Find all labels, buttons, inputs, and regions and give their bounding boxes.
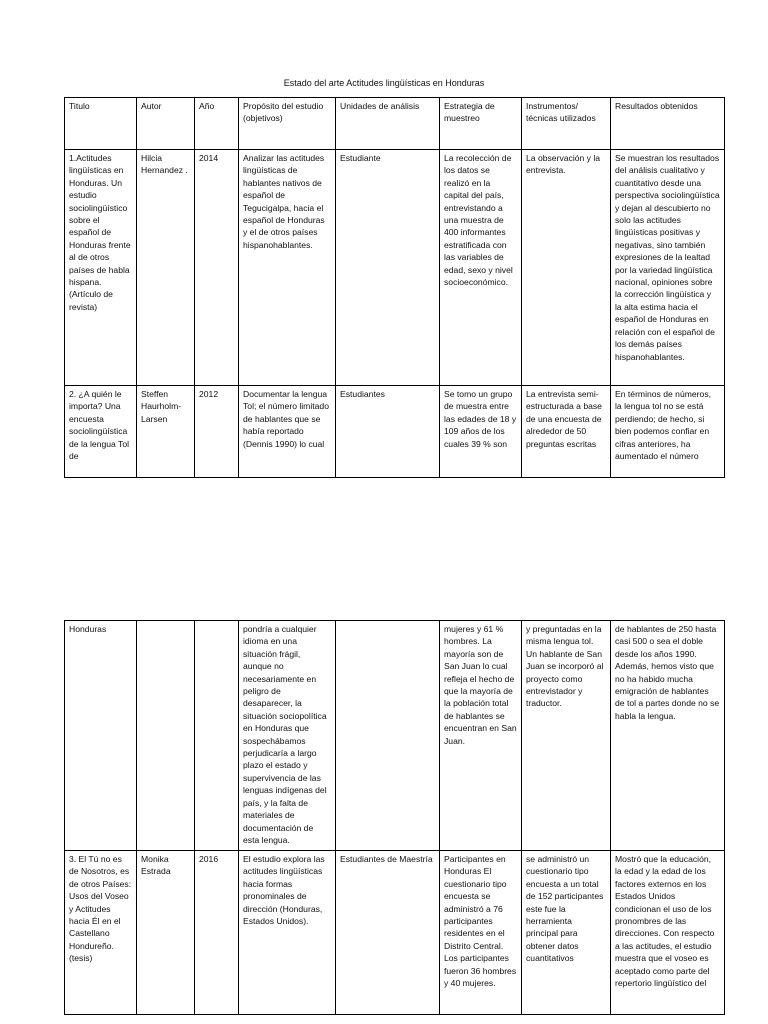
table-cell: 2014: [195, 150, 239, 386]
table-row: [65, 386, 725, 478]
header-cell: Titulo: [65, 98, 137, 150]
header-cell: Estrategia de muestreo: [440, 98, 522, 150]
table-cell: Honduras: [65, 621, 137, 851]
table-cell: [336, 621, 440, 851]
table-cell: Estudiante: [336, 150, 440, 386]
document-title: Estado del arte Actitudes lingüísticas en Honduras: [283, 78, 485, 88]
table-cell: Analizar las actitudes lingüísticas de hablantes nativos de español de Tegucigalpa, hacia el español de Honduras y el de otros países hispanohablantes.: [239, 150, 336, 386]
table-cell: La observación y la entrevista.: [522, 150, 611, 386]
table-cell: Hilcia Hernandez .: [137, 150, 195, 386]
table-cell: Se muestran los resultados del análisis cualitativo y cuantitativo desde una perspectiva sociolingüística y dejan al descubierto no solo las actitudes lingüísticas positivas y negativas, sino también expresiones de la lealtad por la variedad lingüística nacional, opiniones sobre la corrección lingüística y la alta estima hacia el español de Honduras en relación con el español de los demás países hispanohablantes.: [611, 150, 725, 386]
table-cell: pondría a cualquier idioma en una situación frágil, aunque no necesariamente en peligro de desaparecer, la situación sociopolítica en Honduras que sospechábamos perjudicaría a largo plazo el estado y supervivencia de las lenguas indígenas del país, y la falta de materiales de documentación de esta lengua.: [239, 621, 336, 851]
table-cell: Estudiantes de Maestría: [336, 851, 440, 1015]
table-cell: se administró un cuestionario tipo encuesta a un total de 152 participantes este fue la herramienta principal para obtener datos cuantitativos: [522, 851, 611, 1015]
table-cell: En términos de números, la lengua tol no se está perdiendo; de hecho, si bien podemos confiar en cifras anteriores, ha aumentado el número: [611, 386, 725, 478]
table-cell: de hablantes de 250 hasta casi 500 o sea el doble desde los años 1990. Además, hemos visto que no ha habido mucha emigración de hablantes de tol a partes donde no se habla la lengua.: [611, 621, 725, 851]
table-cell: Participantes en Honduras El cuestionario tipo encuesta se administró a 76 participantes residentes en el Distrito Central. Los participantes fueron 36 hombres y 40 mujeres.: [440, 851, 522, 1015]
header-cell: Autor: [137, 98, 195, 150]
table-cell: 2012: [195, 386, 239, 478]
header-cell: Propósito del estudio (objetivos): [239, 98, 336, 150]
table-cell: Steffen Haurholm-Larsen: [137, 386, 195, 478]
table-cell: 3. El Tú no es de Nosotros, es de otros Países: Usos del Voseo y Actitudes hacia Él en el Castellano Hondureño. (tesis): [65, 851, 137, 1015]
table-cell: y preguntadas en la misma lengua tol. Un hablante de San Juan se incorporó al proyecto como entrevistador y traductor.: [522, 621, 611, 851]
table-row: [65, 851, 725, 1015]
table-cell: Mostró que la educación, la edad y la edad de los factores externos en los Estados Unidos condicionan el uso de los pronombres de las direcciones. Con respecto a las actitudes, el estudio muestra que el voseo es aceptado como parte del repertorio lingüístico del: [611, 851, 725, 1015]
table-cell: La recolección de los datos se realizó en la capital del país, entrevistando a una muestra de 400 informantes estratificada con las variables de edad, sexo y nivel socioeconómico.: [440, 150, 522, 386]
header-cell: Unidades de análisis: [336, 98, 440, 150]
header-cell: Año: [195, 98, 239, 150]
table-cell: 2016: [195, 851, 239, 1015]
table-cell: Estudiantes: [336, 386, 440, 478]
table-cell: [137, 621, 195, 851]
table-cell: 2. ¿A quién le importa? Una encuesta sociolingüística de la lengua Tol de: [65, 386, 137, 478]
table-cell: mujeres y 61 % hombres. La mayoría son de San Juan lo cual refleja el hecho de que la mayoría de la población total de hablantes se encuentran en San Juan.: [440, 621, 522, 851]
table-cell: Se tomo un grupo de muestra entre las edades de 18 y 109 años de los cuales 39 % son: [440, 386, 522, 478]
table-cell: Monika Estrada: [137, 851, 195, 1015]
header-cell: Resultados obtenidos: [611, 98, 725, 150]
literature-table-page-2: [64, 620, 725, 1015]
table-row: [65, 621, 725, 851]
header-row: [65, 98, 725, 150]
table-row: [65, 150, 725, 386]
literature-table-page-1: [64, 97, 725, 478]
table-cell: La entrevista semi-estructurada a base de una encuesta de alrededor de 50 preguntas escritas: [522, 386, 611, 478]
table-cell: El estudio explora las actitudes lingüísticas hacia formas pronominales de dirección (Honduras, Estados Unidos).: [239, 851, 336, 1015]
table-cell: 1.Actitudes lingüísticas en Honduras. Un estudio sociolingüístico sobre el español de Honduras frente al de otros países de habla hispana. (Artículo de revista): [65, 150, 137, 386]
table-cell: Documentar la lengua Tol; el número limitado de hablantes que se había reportado (Dennis 1990) lo cual: [239, 386, 336, 478]
header-cell: Instrumentos/ técnicas utilizados: [522, 98, 611, 150]
table-cell: [195, 621, 239, 851]
